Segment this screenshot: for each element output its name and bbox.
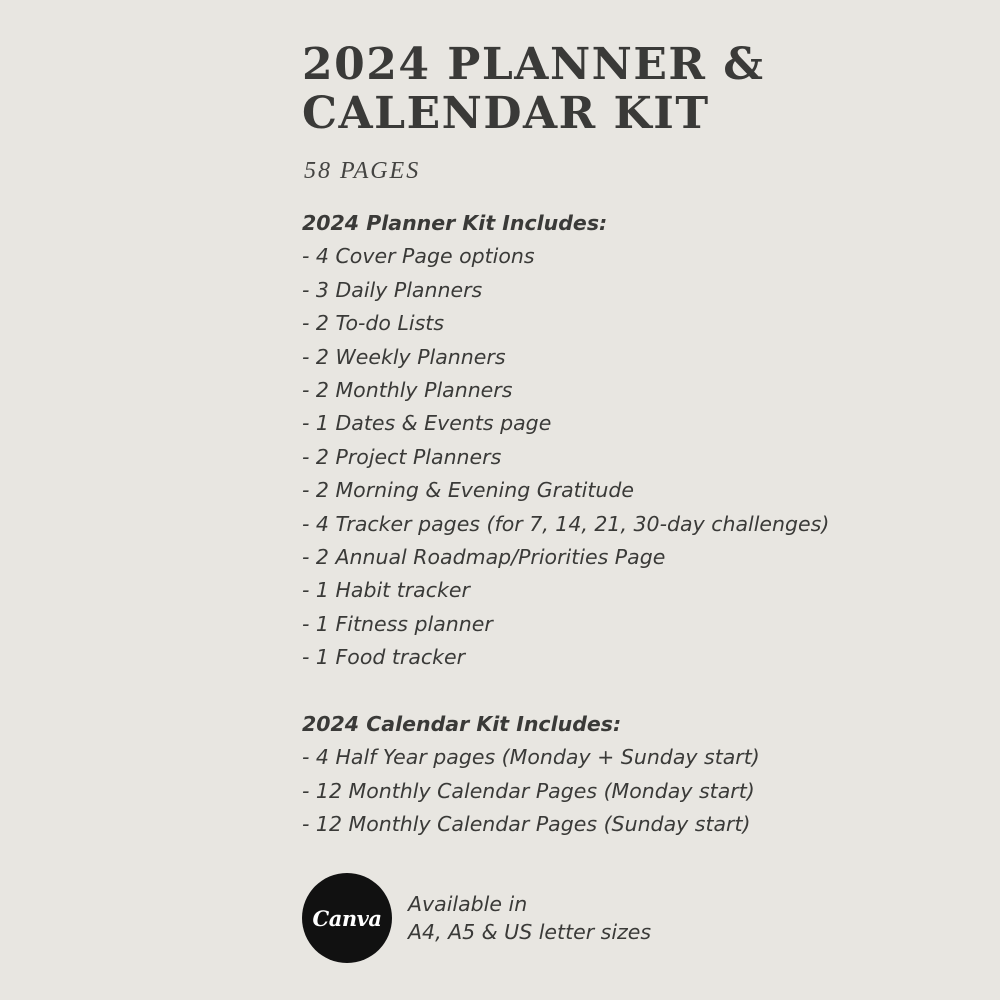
list-item: - 1 Fitness planner: [302, 608, 942, 641]
list-item: - 1 Dates & Events page: [302, 407, 942, 440]
planner-kit-section: [302, 207, 942, 675]
canva-logo-icon: [302, 873, 392, 963]
list-item: - 2 Weekly Planners: [302, 341, 942, 374]
list-item: - 1 Food tracker: [302, 641, 942, 674]
list-item: - 3 Daily Planners: [302, 274, 942, 307]
page-count-subtitle: 58 PAGES: [304, 158, 421, 184]
list-item: - 12 Monthly Calendar Pages (Sunday start): [302, 808, 942, 841]
planner-kit-list: [302, 240, 942, 674]
calendar-kit-section: [302, 708, 942, 842]
list-item: - 12 Monthly Calendar Pages (Monday start): [302, 775, 942, 808]
footer: [302, 873, 651, 963]
list-item: - 1 Habit tracker: [302, 574, 942, 607]
calendar-kit-heading: 2024 Calendar Kit Includes:: [302, 711, 622, 736]
canva-logo-text: Canva: [312, 905, 382, 931]
title-line-1: 2024 PLANNER &: [302, 39, 765, 90]
list-item: - 2 Project Planners: [302, 441, 942, 474]
list-item: - 4 Half Year pages (Monday + Sunday start): [302, 741, 942, 774]
content-block: [302, 40, 942, 841]
list-item: - 2 Monthly Planners: [302, 374, 942, 407]
page-title: [302, 40, 942, 138]
title-line-2: CALENDAR KIT: [302, 88, 710, 139]
list-item: - 2 To-do Lists: [302, 307, 942, 340]
list-item: - 2 Morning & Evening Gratitude: [302, 474, 942, 507]
availability-line-2: A4, A5 & US letter sizes: [408, 920, 652, 944]
list-item: - 2 Annual Roadmap/Priorities Page: [302, 541, 942, 574]
list-item: - 4 Cover Page options: [302, 240, 942, 273]
planner-kit-heading: 2024 Planner Kit Includes:: [302, 211, 608, 235]
calendar-kit-list: [302, 741, 942, 841]
availability-note: [408, 890, 651, 946]
list-item: - 4 Tracker pages (for 7, 14, 21, 30-day challenges): [302, 508, 942, 541]
availability-line-1: Available in: [408, 892, 528, 916]
